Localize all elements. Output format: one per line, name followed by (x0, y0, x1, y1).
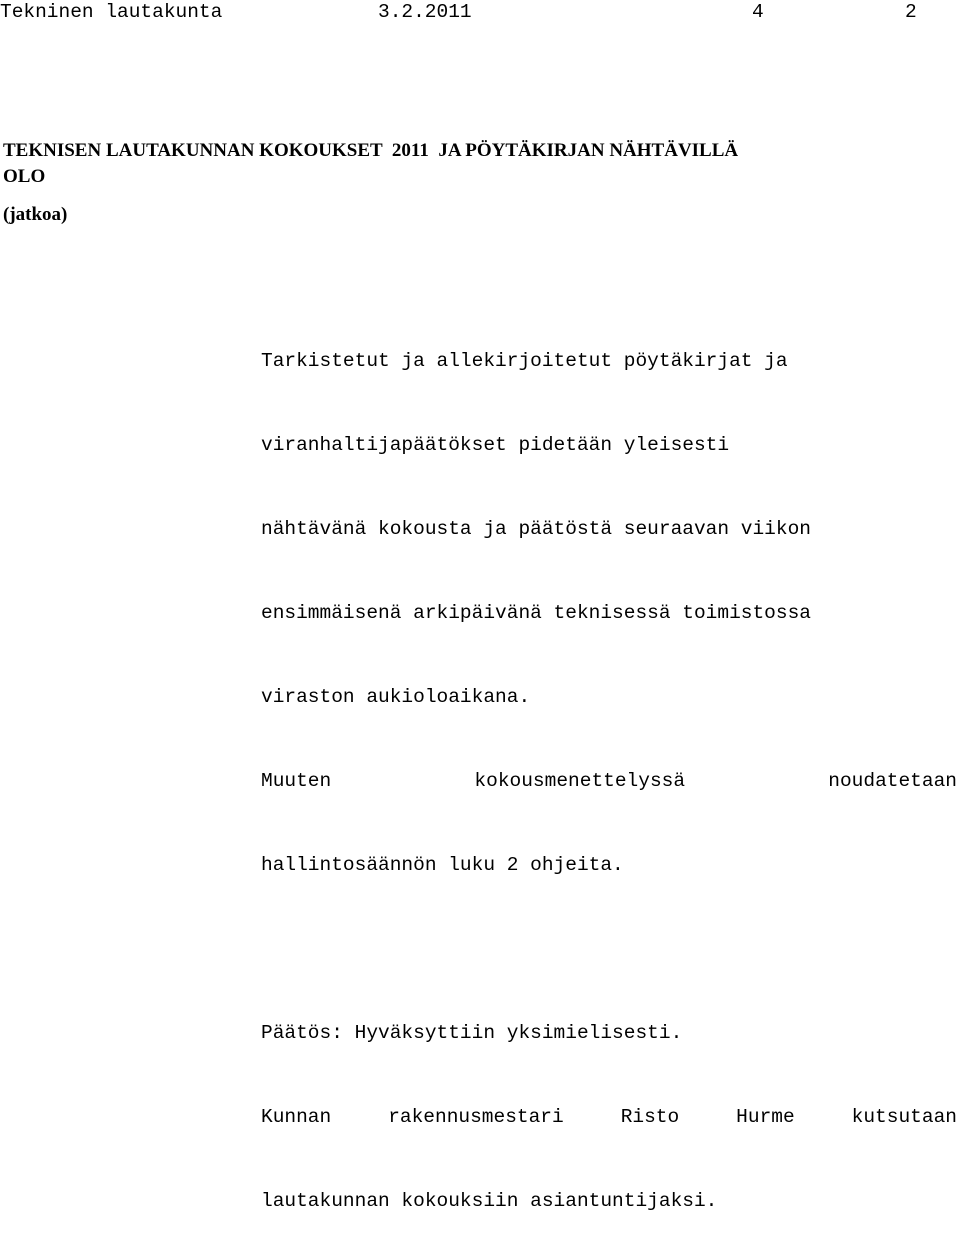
body-line: nähtävänä kokousta ja päätöstä seuraavan viikon (261, 518, 811, 540)
body-line: viranhaltijapäätökset pidetään yleisesti (261, 434, 730, 456)
header-date: 3.2.2011 (378, 1, 472, 23)
body-line-justified (261, 1103, 957, 1131)
word: Muuten (261, 770, 332, 792)
body-line-justified (261, 767, 957, 795)
word: noudatetaan (828, 770, 957, 792)
word: Risto (620, 1106, 680, 1128)
heading-line-1: TEKNISEN LAUTAKUNNAN KOKOUKSET 2011 JA PÖYTÄKIRJAN NÄHTÄVILLÄ (3, 140, 739, 161)
header-committee-name: Tekninen lautakunta (0, 1, 223, 23)
paragraph-gap (261, 935, 957, 963)
word: kutsutaan (851, 1106, 957, 1128)
decision-line: Päätös: Hyväksyttiin yksimielisesti. (261, 1022, 683, 1044)
body-line: ensimmäisenä arkipäivänä teknisessä toimistossa (261, 602, 811, 624)
header-section-number: 2 (905, 1, 917, 23)
heading-subtitle: (jatkoa) (3, 204, 68, 225)
page-header (0, 0, 960, 26)
header-page-number: 4 (752, 1, 764, 23)
body-line: hallintosäännön luku 2 ohjeita. (261, 854, 624, 876)
heading-line-2: OLO (3, 166, 46, 187)
body-line: viraston aukioloaikana. (261, 686, 531, 708)
section-heading (3, 138, 943, 190)
word: Hurme (736, 1106, 795, 1128)
body-text (261, 291, 957, 1243)
word: Kunnan (261, 1106, 332, 1128)
word: rakennusmestari (388, 1106, 564, 1128)
word: kokousmenettelyssä (474, 770, 686, 792)
body-line: Tarkistetut ja allekirjoitetut pöytäkirjat ja (261, 350, 788, 372)
body-line: lautakunnan kokouksiin asiantuntijaksi. (261, 1190, 718, 1212)
